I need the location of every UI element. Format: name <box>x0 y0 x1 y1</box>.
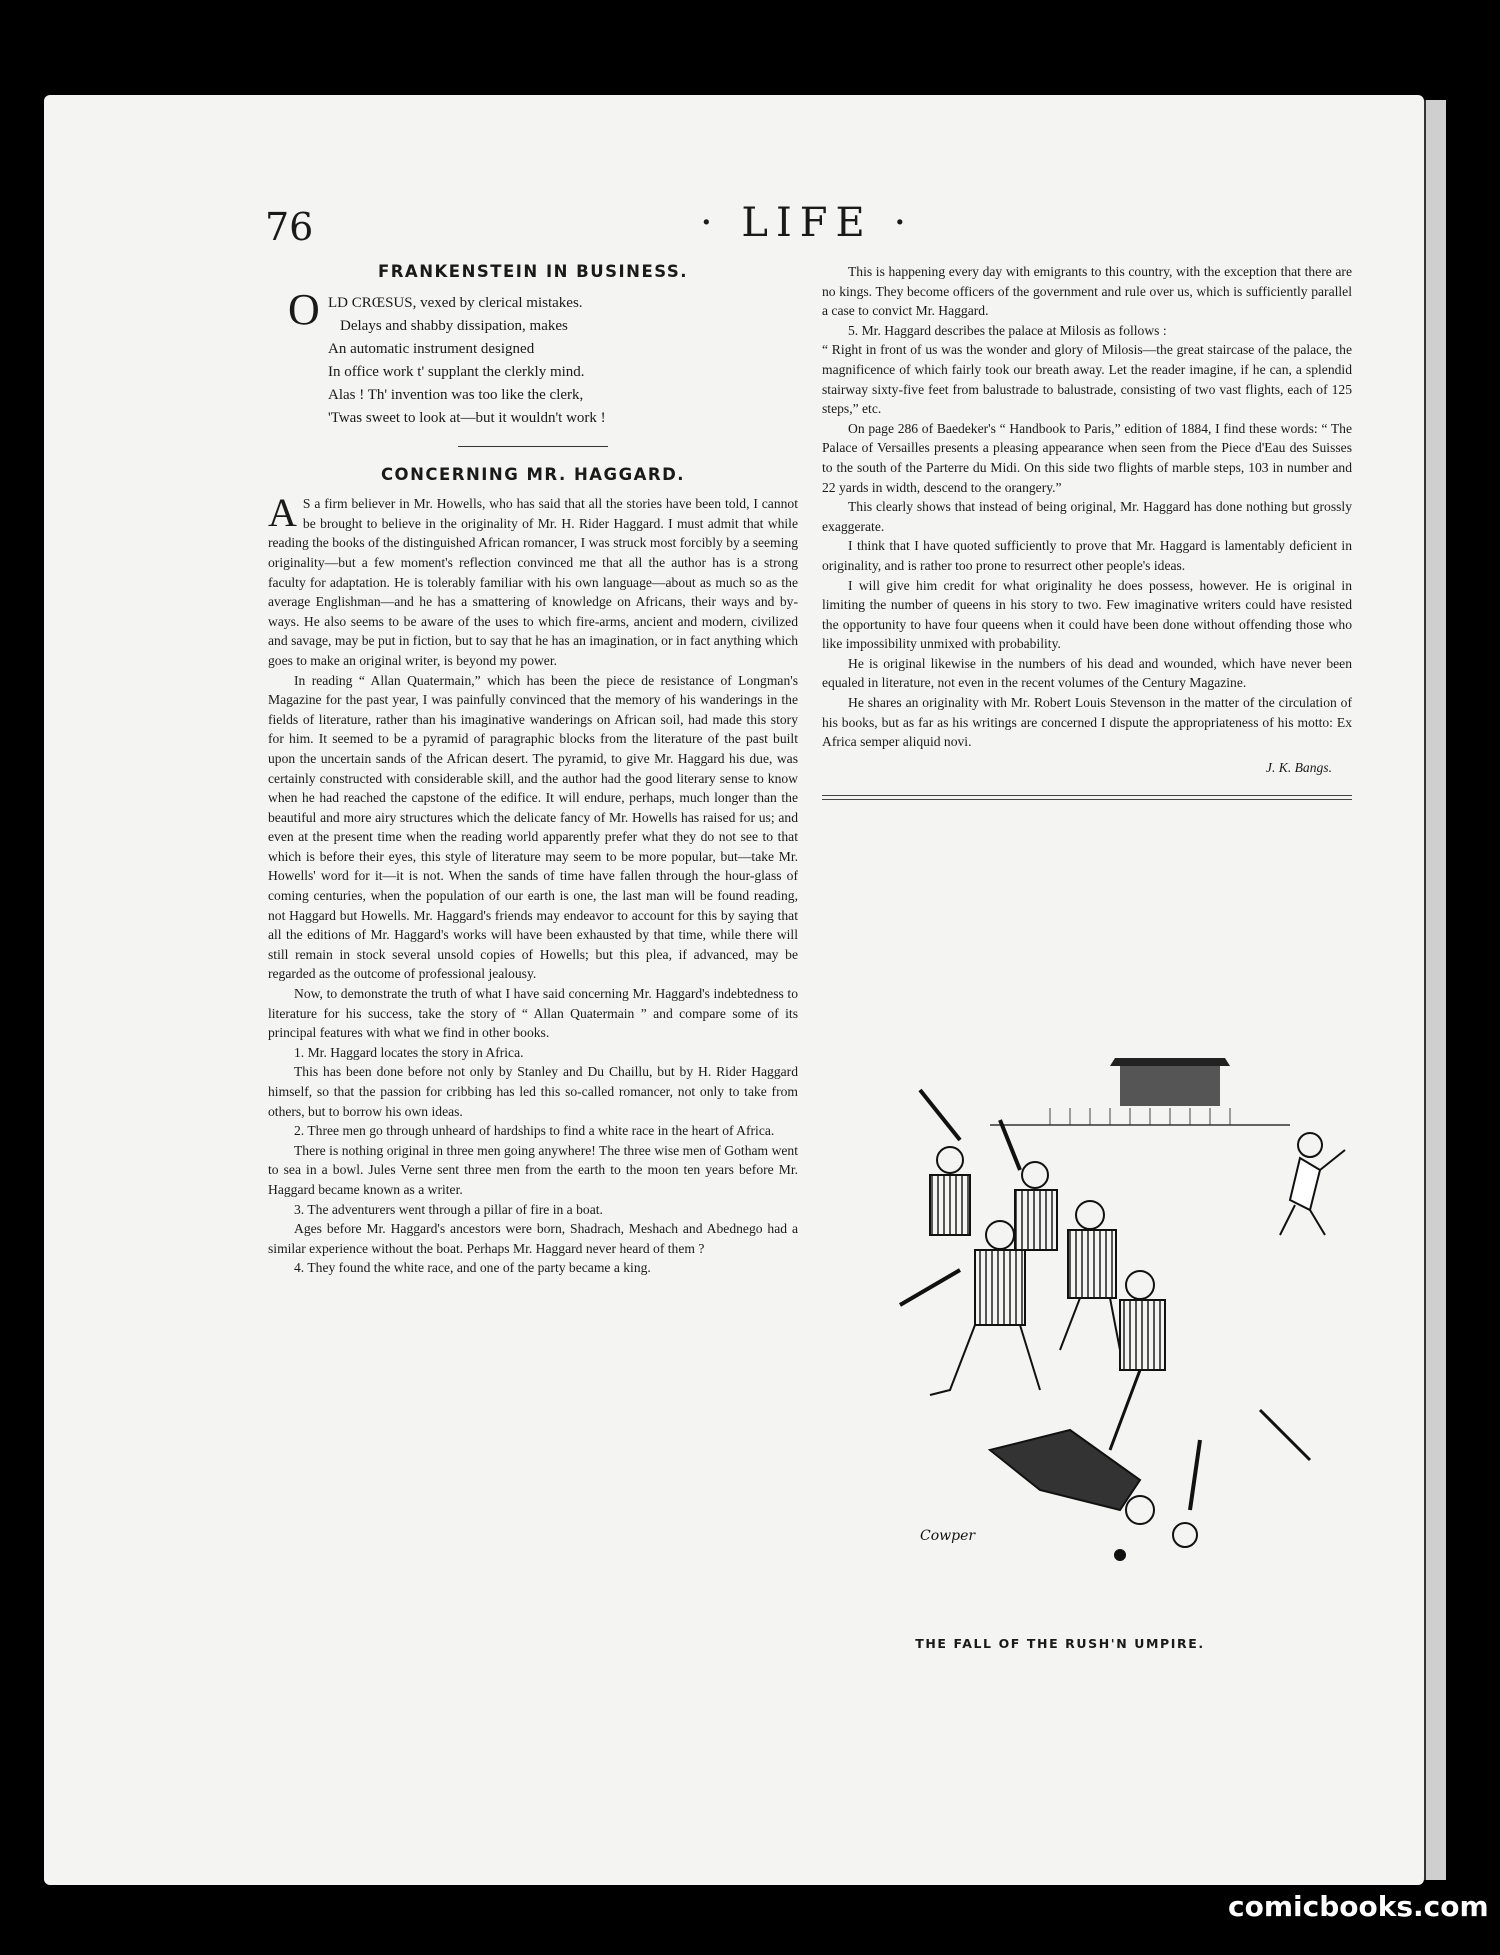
masthead-title: · LIFE · <box>700 200 915 246</box>
poem-line: An automatic instrument designed <box>328 340 535 357</box>
article-paragraph: This clearly shows that instead of being original, Mr. Haggard has done nothing but grossly exaggerate. <box>822 499 1352 534</box>
grandstand <box>1120 1066 1220 1106</box>
player-figures <box>900 1090 1165 1395</box>
article-paragraph: A S a firm believer in Mr. Howells, who has said that all the stories have been told, I cannot be brought to believe in the originality of Mr. H. Rider Haggard. I must admit that while reading the books of the distinguished African romancer, I was struck most forcibly by a seeming originality—but a few moment's reflection convinced me that all the author has is a strong faculty for adaptation. He is tolerably familiar with his own language—about as much so as the average Englishman—and he has a smattering of knowledge on Africans, their ways and by-ways. He also seems to be aware of the uses to which fire-arms, ancient and modern, civilized and savage, may be put in fiction, but to say that he has an imagination, or in fact anything which goes to make an original writer, is beyond my power. <box>268 490 798 668</box>
article-paragraph: He is original likewise in the numbers of his dead and wounded, which have never been equaled in literature, not even in the recent volumes of the Century Magazine. <box>822 655 1352 691</box>
illustration-caption: THE FALL OF THE RUSH'N UMPIRE. <box>915 1636 1205 1651</box>
poem-dropcap: O <box>288 284 320 334</box>
poem-line: LD CRŒSUS, vexed by clerical mistakes. <box>328 294 583 311</box>
article-paragraph: This has been done before not only by Stanley and Du Chaillu, but by H. Rider Haggard himself, so that the passion for cribbing has led this so-called romancer, not only to take from others, but to borrow his own ideas. <box>268 1064 798 1119</box>
double-rule-divider <box>822 795 1352 800</box>
artist-signature: Cowper <box>920 1528 976 1544</box>
right-column <box>822 262 1352 800</box>
section-divider <box>458 446 608 447</box>
article-title: CONCERNING MR. HAGGARD. <box>380 464 686 484</box>
article-paragraph: 4. They found the white race, and one of the party became a king. <box>294 1260 651 1276</box>
next-page-edge <box>1424 100 1446 1880</box>
article-paragraph: 1. Mr. Haggard locates the story in Africa. <box>294 1044 524 1060</box>
article-paragraph: In reading “ Allan Quatermain,” which has been the piece de resistance of Longman's Magazine for the past year, I was painfully convinced that the memory of his wanderings in the fields of literature, rather than his imaginative wanderings on African soil, had made this story for him. It seemed to be a pyramid of paragraphic blocks from the literature of the past built upon the uncertain sands of the African desert. The pyramid, to give Mr. Haggard his due, was certainly constructed with considerable skill, and the author had the good literary sense to know when he had reached the capstone of the edifice. It will endure, perhaps, much longer than the beautiful and more airy structures which the delicate fancy of Mr. Howells has raised for us; and even at the present time when the reading world apparently prefer what they do not see to that which is before their eyes, this style of literature may seem to be more popular, but—take Mr. Howells' word for it—it is not. When the sands of time have fallen through the hour-glass of coming centuries, when the population of our earth is one, the last man will be found reading, not Haggard but Howells. Mr. Haggard's friends may endeavor to account for this by saying that all the editions of Mr. Haggard's works will have been exhausted by that time, while there will still remain in stock several unsold copies of Howells; but this plea, if advanced, may be regarded as the outcome of professional jealousy. <box>268 672 798 982</box>
article-paragraph: He shares an originality with Mr. Robert Louis Stevenson in the matter of the circulation of his books, but as far as his writings are concerned I dispute the appropriateness of his motto: Ex Africa semper aliquid novi. <box>822 695 1352 750</box>
site-watermark: comicbooks.com <box>1228 1890 1489 1923</box>
page-number: 76 <box>265 205 314 249</box>
article-paragraph: 3. The adventurers went through a pillar of fire in a boat. <box>294 1201 603 1217</box>
article-paragraph: There is nothing original in three men going anywhere! The three wise men of Gotham went to sea in a bowl. Jules Verne sent three men from the earth to the moon ten years before Mr. Haggard became known as a writer. <box>268 1142 798 1197</box>
article-paragraph: 5. Mr. Haggard describes the palace at Milosis as follows : <box>848 322 1167 338</box>
article-paragraph: Ages before Mr. Haggard's ancestors were born, Shadrach, Meshach and Abednego had a similar experience without the boat. Perhaps Mr. Haggard never heard of them ? <box>268 1221 798 1256</box>
quoted-paragraph: “ Right in front of us was the wonder and glory of Milosis—the great staircase of the palace, the magnificence of which fairly took our breath away. Let the reader imagine, if he can, a splendid stairway sixty-five feet from balustrade to balustrade, consisting of two vast flights, each of 125 steps,” etc. <box>822 342 1352 417</box>
baseball-illustration <box>840 1010 1360 1610</box>
poem-line: Alas ! Th' invention was too like the clerk, <box>328 386 584 403</box>
article-paragraph: 2. Three men go through unheard of hardships to find a white race in the heart of Africa. <box>294 1123 775 1139</box>
article-paragraph: Now, to demonstrate the truth of what I have said concerning Mr. Haggard's indebtedness to literature for his success, take the story of “ Allan Quatermain ” and compare some of its principal features with what we find in other books. <box>268 986 798 1041</box>
poem-title: FRANKENSTEIN IN BUSINESS. <box>377 262 689 281</box>
article-paragraph: I will give him credit for what originality he does possess, however. He is original in limiting the number of queens in his story to two. Few imaginative writers could have resisted the opportunity to have four queens when it could have been done without offending those who like impossibility unmixed with probability. <box>822 577 1352 652</box>
author-signature: J. K. Bangs. <box>1265 759 1332 775</box>
poem-line: 'Twas sweet to look at—but it wouldn't work ! <box>328 409 606 426</box>
left-column <box>268 262 798 1278</box>
article-paragraph: I think that I have quoted sufficiently to prove that Mr. Haggard is lamentably deficient in originality, and is rather too prone to resurrect other people's ideas. <box>822 538 1352 573</box>
poem-line: Delays and shabby dissipation, makes <box>340 317 568 334</box>
fallen-umpire-figure <box>990 1370 1310 1560</box>
article-dropcap: A <box>268 490 297 536</box>
fielder-figure <box>1280 1133 1345 1235</box>
poem-body <box>268 284 798 430</box>
poem-line: In office work t' supplant the clerkly mind. <box>328 363 585 380</box>
article-paragraph: This is happening every day with emigrants to this country, with the exception that there are no kings. They become officers of the government and rule over us, which is sufficiently parallel a case to convict Mr. Haggard. <box>822 264 1352 319</box>
article-paragraph: On page 286 of Baedeker's “ Handbook to Paris,” edition of 1884, I find these words: “ The Palace of Versailles presents a pleasing appearance when seen from the Piece d'Eau des Suisses to the south of the Parterre du Midi. On this side two flights of marble steps, 103 in number and 22 yards in width, descend to the orangery.” <box>822 420 1352 495</box>
